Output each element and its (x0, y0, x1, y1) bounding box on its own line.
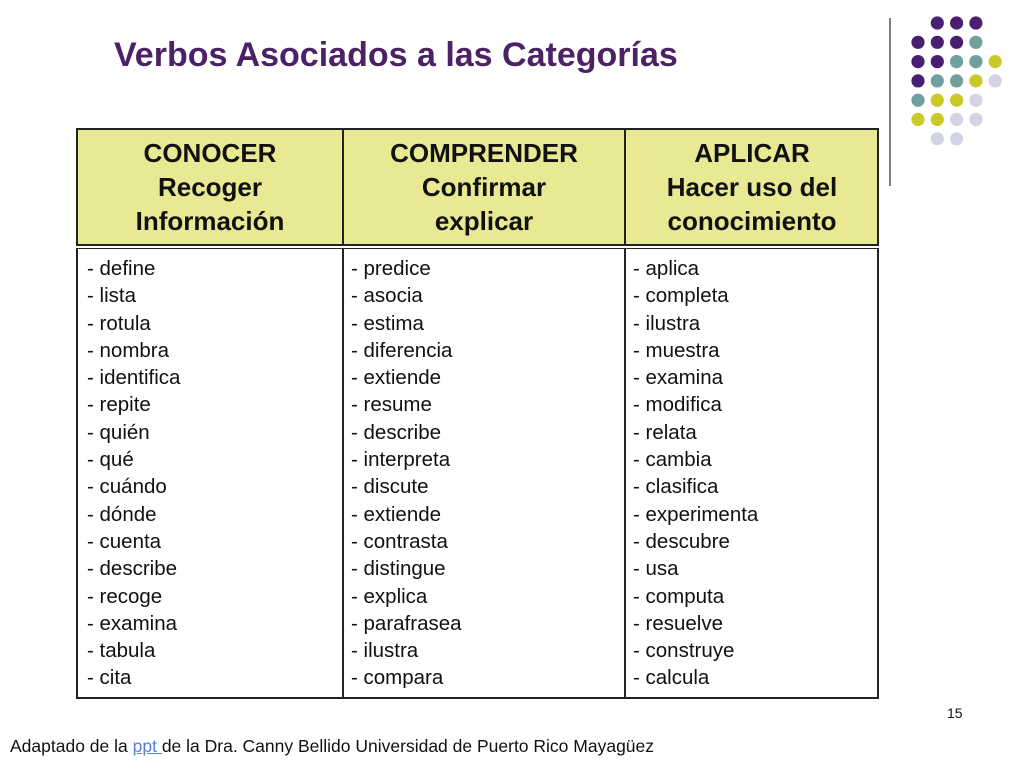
verb-item: - quién (87, 420, 150, 444)
header-line: COMPRENDER (390, 138, 578, 168)
verb-item: - describe (351, 420, 442, 444)
verb-item: - construye (633, 639, 735, 663)
decorative-dot (931, 55, 944, 68)
verb-item: - recoge (87, 584, 163, 608)
decorative-dot (931, 36, 944, 49)
decorative-dot (911, 36, 924, 49)
decorative-dot (969, 36, 982, 49)
decorative-dot (969, 55, 982, 68)
header-conocer (78, 128, 342, 246)
header-line: explicar (434, 206, 534, 236)
header-line: Hacer uso del (666, 172, 838, 202)
decorative-dot (931, 113, 944, 126)
verb-item: - asocia (351, 284, 423, 308)
decorative-dot (969, 74, 982, 87)
decorative-dot (950, 74, 963, 87)
decorative-dot (950, 55, 963, 68)
footer-suffix: de la Dra. Canny Bellido Universidad de Puerto Rico Mayagüez (161, 736, 655, 756)
footer-citation (10, 736, 654, 757)
verb-item: - extiende (351, 366, 442, 390)
verb-item: - cuenta (87, 529, 162, 553)
header-aplicar (626, 128, 878, 246)
decorative-dot (911, 74, 924, 87)
decorative-dot (950, 132, 963, 145)
verb-item: - repite (87, 393, 151, 417)
verb-item: - resuelve (633, 611, 724, 635)
verb-item: - rotula (87, 311, 151, 335)
verb-item: - extiende (351, 502, 442, 526)
verb-item: - nombra (87, 338, 170, 362)
verb-item: - usa (633, 557, 679, 581)
verb-item: - cita (87, 666, 132, 690)
verb-list-comprender (351, 255, 462, 692)
decorative-dot (931, 74, 944, 87)
verb-item: - contrasta (351, 529, 448, 553)
page-number: 15 (947, 705, 963, 721)
verb-item: - examina (87, 611, 178, 635)
header-comprender (344, 128, 624, 246)
decorative-dot (950, 113, 963, 126)
verb-item: - parafrasea (351, 611, 462, 635)
verb-item: - calcula (633, 666, 710, 690)
verb-item: - distingue (351, 557, 446, 581)
verb-item: - diferencia (351, 338, 453, 362)
footer-prefix: Adaptado de la (10, 736, 133, 756)
verb-list-conocer (87, 255, 180, 692)
decorative-dot (931, 94, 944, 107)
verb-item: - estima (351, 311, 424, 335)
verb-item: - aplica (633, 257, 700, 280)
verb-item: - describe (87, 557, 178, 581)
header-line: Recoger (157, 172, 263, 202)
header-line: Confirmar (421, 172, 547, 202)
header-line: Información (135, 206, 285, 236)
header-line: APLICAR (694, 138, 810, 168)
verb-list-aplicar (633, 255, 758, 692)
decorative-dot (931, 132, 944, 145)
verb-item: - experimenta (633, 502, 759, 526)
header-line: CONOCER (143, 138, 277, 168)
verb-item: - lista (87, 284, 136, 308)
decorative-dot (911, 113, 924, 126)
decorative-dot (911, 94, 924, 107)
verb-item: - resume (351, 393, 432, 417)
ppt-link[interactable]: ppt (132, 736, 162, 756)
decorative-dot (969, 16, 982, 29)
decorative-dot (950, 36, 963, 49)
verb-item: - muestra (633, 338, 720, 362)
decorative-dot (931, 16, 944, 29)
verb-item: - tabula (87, 639, 156, 663)
verb-item: - compara (351, 666, 444, 690)
verb-item: - completa (633, 284, 729, 308)
verb-item: - modifica (633, 393, 722, 417)
verb-item: - descubre (633, 529, 730, 553)
decorative-dot (969, 94, 982, 107)
verb-item: - relata (633, 420, 697, 444)
verb-item: - clasifica (633, 475, 719, 499)
decorative-dot (989, 55, 1002, 68)
decorative-dot (911, 55, 924, 68)
decorative-dot (950, 94, 963, 107)
verb-item: - cambia (633, 448, 712, 472)
verb-item: - predice (351, 257, 431, 280)
verb-item: - interpreta (351, 448, 451, 472)
decorative-vertical-line (889, 18, 891, 186)
verb-item: - ilustra (633, 311, 701, 335)
verb-item: - explica (351, 584, 428, 608)
verb-item: - cuándo (87, 475, 167, 499)
decorative-dot (969, 113, 982, 126)
decorative-dot (989, 74, 1002, 87)
verb-item: - define (87, 257, 156, 280)
verb-item: - computa (633, 584, 725, 608)
verb-item: - qué (87, 448, 134, 472)
slide-title: Verbos Asociados a las Categorías (114, 36, 678, 74)
verb-item: - dónde (87, 502, 157, 526)
verb-item: - discute (351, 475, 429, 499)
verb-item: - ilustra (351, 639, 419, 663)
verb-item: - examina (633, 366, 724, 390)
verb-item: - identifica (87, 366, 181, 390)
decorative-dot (950, 16, 963, 29)
header-line: conocimiento (667, 206, 837, 236)
